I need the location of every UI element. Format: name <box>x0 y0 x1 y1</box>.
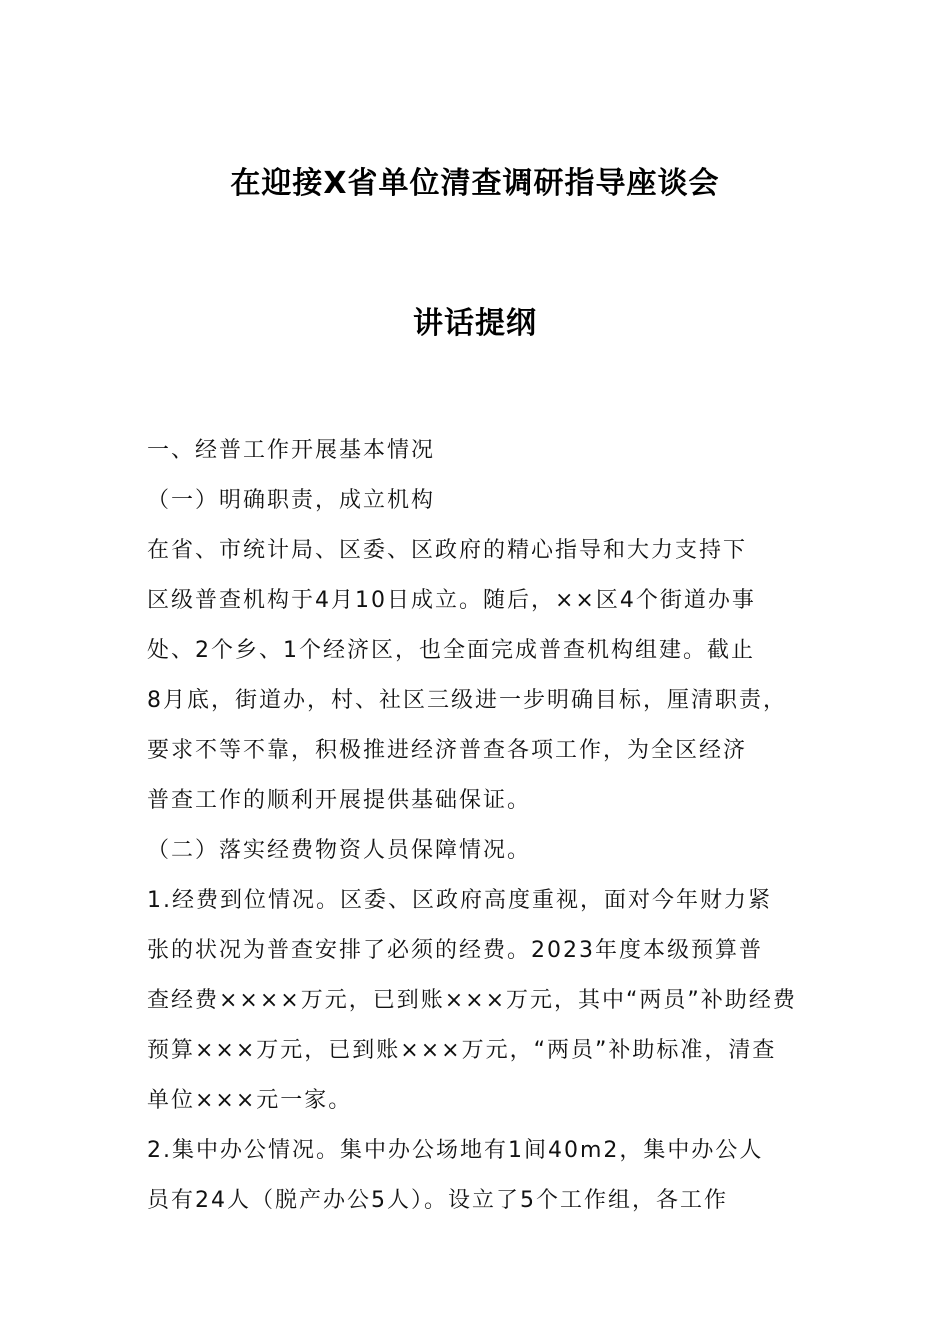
subsection-heading: （二）落实经费物资人员保障情况。 <box>147 838 532 863</box>
paragraph-line: 单位×××元一家。 <box>147 1088 353 1113</box>
section-heading: 一、经普工作开展基本情况 <box>147 438 436 463</box>
subsection-heading: （一）明确职责，成立机构 <box>147 488 436 513</box>
paragraph-line: 张的状况为普查安排了必须的经费。2023年度本级预算普 <box>147 938 763 963</box>
paragraph-line: 查经费××××万元，已到账×××万元，其中“两员”补助经费 <box>147 988 797 1013</box>
paragraph-line: 2.集中办公情况。集中办公场地有1间40m2，集中办公人 <box>147 1138 764 1163</box>
paragraph-line: 要求不等不靠，积极推进经济普查各项工作，为全区经济 <box>147 738 748 763</box>
paragraph-line: 8月底，街道办，村、社区三级进一步明确目标，厘清职责， <box>147 688 787 713</box>
document-title-line-2: 讲话提纲 <box>413 306 537 341</box>
paragraph-line: 普查工作的顺利开展提供基础保证。 <box>147 788 532 813</box>
paragraph-line: 在省、市统计局、区委、区政府的精心指导和大力支持下 <box>147 538 748 563</box>
paragraph-line: 处、2个乡、1个经济区，也全面完成普查机构组建。截止 <box>147 638 755 663</box>
paragraph-line: 1.经费到位情况。区委、区政府高度重视，面对今年财力紧 <box>147 888 772 913</box>
paragraph-line: 预算×××万元，已到账×××万元，“两员”补助标准，清查 <box>147 1038 777 1063</box>
document-body <box>147 426 827 1226</box>
paragraph-line: 区级普查机构于4月10日成立。随后，××区4个街道办事 <box>147 588 756 613</box>
document-title-line-1: 在迎接X省单位清查调研指导座谈会 <box>230 166 720 201</box>
paragraph-line: 员有24人（脱产办公5人）。设立了5个工作组，各工作 <box>147 1188 728 1213</box>
